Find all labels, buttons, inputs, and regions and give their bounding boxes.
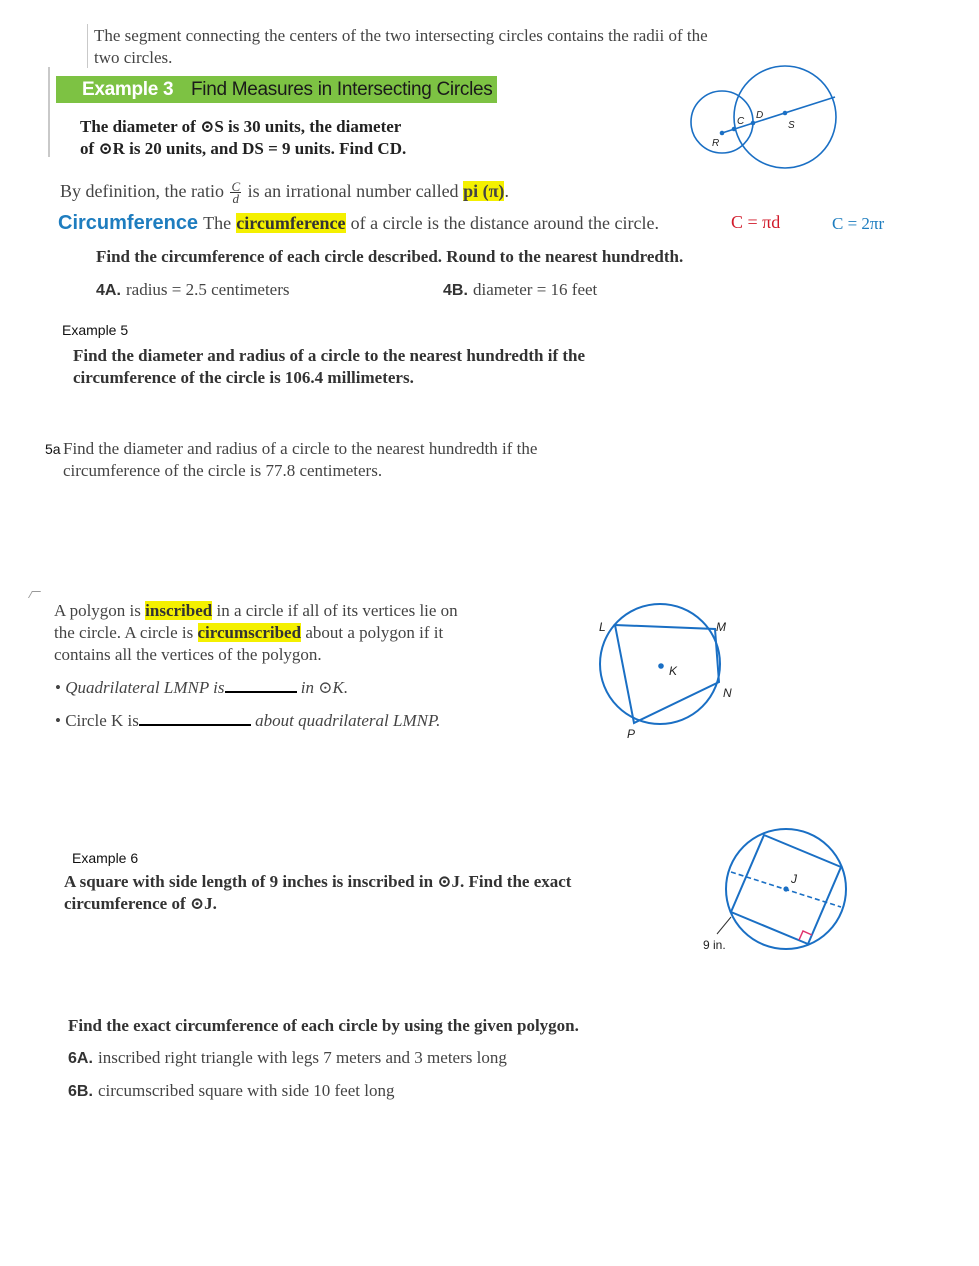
ex4b-label: 4B. bbox=[443, 282, 468, 299]
ex6a-label: 6A. bbox=[68, 1050, 93, 1067]
inscribed-l2-post: about a polygon if it bbox=[305, 623, 444, 642]
example3-line-1: The diameter of ⊙S is 30 units, the diameter bbox=[80, 117, 402, 136]
formula-radius: C = 2πr bbox=[832, 214, 885, 233]
bullet-circle bbox=[55, 710, 440, 732]
example6-line-1: A square with side length of 9 inches is inscribed in ⊙J. Find the exact bbox=[64, 872, 572, 891]
label-side-length: 9 in. bbox=[703, 938, 726, 952]
frac-denominator: d bbox=[232, 191, 240, 207]
answer-blank-2[interactable] bbox=[139, 724, 251, 726]
example5-line-1: Find the diameter and radius of a circle to the nearest hundredth if the bbox=[73, 346, 586, 365]
ex6a-text: inscribed right triangle with legs 7 meters and 3 meters long bbox=[98, 1048, 507, 1067]
label-r: R bbox=[712, 138, 720, 149]
margin-rule-top bbox=[87, 24, 88, 68]
ex4-instruction: Find the circumference of each circle described. Round to the nearest hundredth. bbox=[96, 247, 684, 266]
center-segment bbox=[722, 97, 835, 133]
frac-numerator: C bbox=[231, 179, 241, 195]
inscribed-line-1 bbox=[54, 600, 458, 622]
ex6b-label: 6B. bbox=[68, 1083, 93, 1100]
intro-line-2: two circles. bbox=[94, 48, 173, 67]
ex4a-text: radius = 2.5 centimeters bbox=[126, 280, 290, 299]
bullet-1-pre: Quadrilateral LMNP is bbox=[65, 678, 225, 697]
ex5a-label: 5a bbox=[45, 441, 61, 457]
example3-title: Find Measures in Intersecting Circles bbox=[191, 79, 493, 100]
pi-mid: is an irrational number called bbox=[247, 181, 459, 201]
circumference-heading: Circumference bbox=[58, 212, 199, 234]
ex4a-label: 4A. bbox=[96, 282, 121, 299]
ex5a-line-1: Find the diameter and radius of a circle to the nearest hundredth if the bbox=[63, 439, 538, 458]
label-p: P bbox=[627, 727, 636, 741]
example3-banner bbox=[56, 76, 497, 103]
ex6-instruction: Find the exact circumference of each circle by using the given polygon. bbox=[68, 1016, 579, 1035]
circumference-pre: The bbox=[203, 213, 232, 233]
label-j: J bbox=[791, 872, 797, 886]
pi-suffix: . bbox=[504, 181, 509, 201]
label-l: L bbox=[599, 620, 606, 634]
inscribed-l1-pre: A polygon is bbox=[54, 601, 141, 620]
pi-definition bbox=[60, 179, 509, 207]
center-j bbox=[783, 886, 788, 891]
pi-prefix: By definition, the ratio bbox=[60, 181, 224, 201]
corner-mark bbox=[28, 591, 41, 598]
answer-blank-1[interactable] bbox=[225, 691, 297, 693]
label-m: M bbox=[716, 620, 726, 634]
circumference-term: circumference bbox=[236, 213, 346, 233]
example6-label: Example 6 bbox=[72, 850, 139, 866]
quadrilateral-lmnp bbox=[615, 625, 719, 723]
bullet-dot-1: • bbox=[55, 678, 61, 697]
pi-term: pi (π) bbox=[463, 181, 505, 201]
bullet-1-post: in ⊙K. bbox=[300, 678, 349, 697]
side-arrow bbox=[717, 917, 731, 934]
ex6b-text: circumscribed square with side 10 feet long bbox=[98, 1081, 395, 1100]
inscribed-quadrilateral-diagram bbox=[588, 598, 748, 748]
label-n: N bbox=[723, 686, 732, 700]
circumscribed-term: circumscribed bbox=[197, 623, 302, 642]
example5-label: Example 5 bbox=[62, 322, 129, 338]
inscribed-l1-post: in a circle if all of its vertices lie on bbox=[216, 601, 458, 620]
ex4a bbox=[96, 279, 289, 301]
point-c bbox=[732, 127, 737, 132]
inscribed-term: inscribed bbox=[145, 601, 213, 620]
example3-line-2: of ⊙R is 20 units, and DS = 9 units. Find CD. bbox=[80, 139, 407, 158]
inscribed-line-3: contains all the vertices of the polygon. bbox=[54, 645, 322, 664]
label-c: C bbox=[737, 116, 745, 127]
ex6b bbox=[68, 1080, 394, 1102]
circumference-definition bbox=[58, 212, 659, 235]
inscribed-line-2 bbox=[54, 622, 443, 644]
circumference-post: of a circle is the distance around the circle. bbox=[350, 213, 659, 233]
label-k: K bbox=[669, 664, 678, 678]
bullet-2-pre: Circle K is bbox=[65, 711, 139, 730]
example6-line-2: circumference of ⊙J. bbox=[64, 894, 217, 913]
intro-line-1: The segment connecting the centers of the two intersecting circles contains the radii of the bbox=[94, 26, 708, 45]
label-s: S bbox=[788, 120, 795, 131]
bullet-dot-2: • bbox=[55, 711, 61, 730]
inscribed-square-diagram bbox=[695, 822, 855, 957]
ex4b bbox=[443, 279, 597, 301]
ex6a bbox=[68, 1047, 507, 1069]
example5-line-2: circumference of the circle is 106.4 millimeters. bbox=[73, 368, 414, 387]
label-d: D bbox=[756, 110, 764, 121]
bullet-2-post: about quadrilateral LMNP. bbox=[255, 711, 441, 730]
point-r bbox=[720, 131, 725, 136]
ex4b-text: diameter = 16 feet bbox=[473, 280, 598, 299]
bullet-quadrilateral bbox=[55, 677, 348, 699]
circle-s bbox=[734, 66, 836, 168]
ratio-fraction bbox=[230, 179, 241, 207]
inscribed-l2-pre: the circle. A circle is bbox=[54, 623, 194, 642]
point-d bbox=[751, 121, 756, 126]
example3-badge: Example 3 bbox=[82, 79, 174, 100]
ex5a-line-2: circumference of the circle is 77.8 centimeters. bbox=[63, 461, 383, 480]
intersecting-circles-diagram bbox=[685, 60, 845, 175]
center-k bbox=[658, 663, 664, 669]
margin-rule-example3 bbox=[48, 67, 50, 157]
point-s bbox=[783, 111, 788, 116]
formula-diameter: C = πd bbox=[731, 212, 781, 232]
